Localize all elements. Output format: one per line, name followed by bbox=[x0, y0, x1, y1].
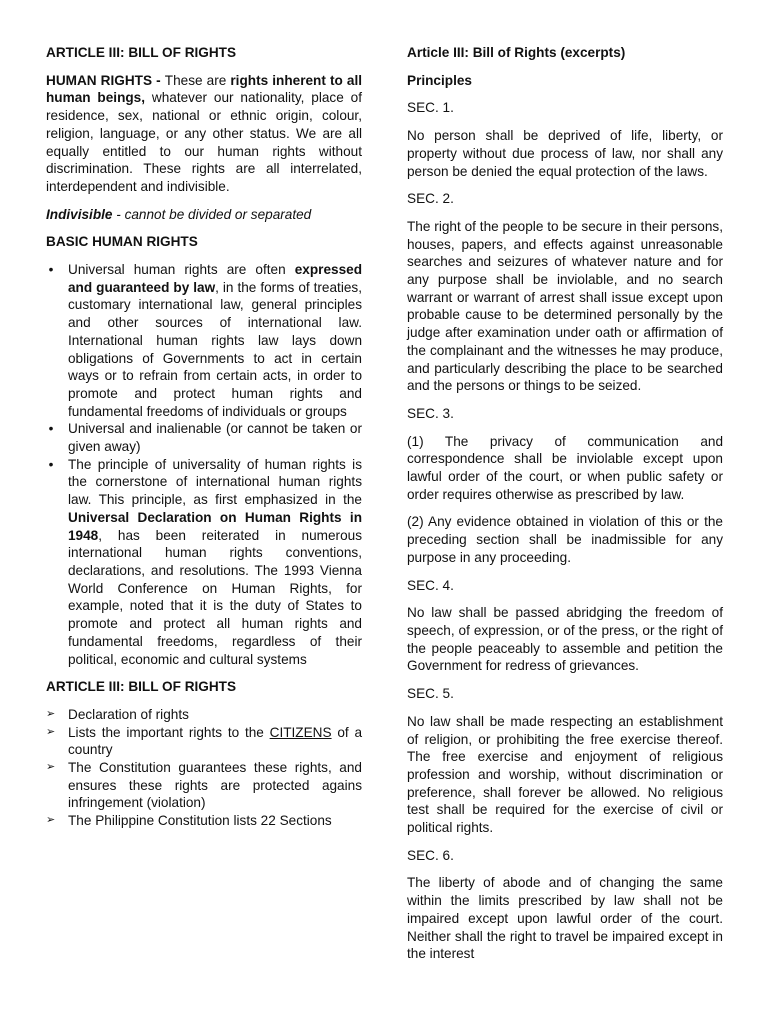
principles-subtitle: Principles bbox=[407, 72, 472, 88]
human-rights-definition: HUMAN RIGHTS - These are rights inherent to all human beings, whatever our nationality, place of residence, sex, national or ethnic origin, colour, religion, language, or any other status. We are all equally entitled to our human rights without discrimination. These rights are all interrelated, interdependent and indivisible. bbox=[46, 72, 363, 194]
indivisible-definition: Indivisible - cannot be divided or separated bbox=[46, 206, 312, 222]
arrow-bullet-icon: ➢ bbox=[46, 814, 56, 827]
article-heading: ARTICLE III: BILL OF RIGHTS bbox=[46, 45, 237, 60]
bullet-icon: • bbox=[48, 421, 54, 437]
list-item: ➢ The Constitution guarantees these rights, and ensures these rights are protected agains infringement (violation) bbox=[46, 760, 362, 811]
arrow-bullet-icon: ➢ bbox=[46, 761, 56, 774]
bullet-icon: • bbox=[48, 456, 54, 472]
sec-2-text: The right of the people to be secure in their persons, houses, papers, and effects against unreasonable searches and seizures of whatever nature and for any purpose shall be inviolable, and no search warrant or warrant of arrest shall issue except upon probable cause to be determined personally by the judge after examination under oath or affirmation of the complainant and the witnesses he may produce, and particularly describing the place to be searched and the persons or things to be seized. bbox=[407, 218, 723, 394]
sec-2-label: SEC. 2. bbox=[407, 191, 454, 207]
sec-1-label: SEC. 1. bbox=[407, 100, 454, 116]
sec-1-text: No person shall be deprived of life, liberty, or property without due process of law, nor shall any person be denied the equal protection of the laws. bbox=[407, 128, 723, 179]
human-rights-term: HUMAN RIGHTS - bbox=[46, 72, 165, 88]
sec-5-label: SEC. 5. bbox=[407, 686, 454, 702]
arrow-bullet-icon: ➢ bbox=[46, 707, 56, 720]
bullet-icon: • bbox=[48, 262, 54, 278]
list-item: ➢ Lists the important rights to the CITIZENS of a country bbox=[46, 724, 363, 758]
list-item: ➢ The Philippine Constitution lists 22 Sections bbox=[46, 813, 332, 829]
basic-rights-list bbox=[46, 261, 362, 668]
sec-4-label: SEC. 4. bbox=[407, 577, 454, 593]
sec-3-paragraph-1: (1) The privacy of communication and correspondence shall be inviolable except upon lawful order of the court, or when public safety or order requires otherwise as prescribed by law. bbox=[407, 433, 723, 502]
right-column bbox=[407, 44, 723, 973]
list-item: • Universal human rights are often expressed and guaranteed by law, in the forms of treaties, customary international law, general principles and other sources of international law. International human rights law lays down obligations of Governments to act in certain ways or to refrain from certain acts, in order to promote and protect human rights and fundamental freedoms of individuals or groups bbox=[46, 261, 362, 420]
list-item: • The principle of universality of human rights is the cornerstone of international human rights law. This principle, as first emphasized in the Universal Declaration on Human Rights in 1948, has been reiterated in numerous international human rights conventions, declarations, and resolutions. The 1993 Vienna World Conference on Human Rights, for example, noted that it is the duty of States to promote and protect all human rights and fundamental freedoms, regardless of their political, economic and cultural systems bbox=[46, 456, 362, 668]
list-item: ➢ Declaration of rights bbox=[46, 706, 189, 722]
arrow-bullet-icon: ➢ bbox=[46, 725, 56, 738]
excerpts-title: Article III: Bill of Rights (excerpts) bbox=[407, 45, 626, 60]
left-column bbox=[46, 44, 362, 840]
sec-3-paragraph-2: (2) Any evidence obtained in violation of this or the preceding section shall be inadmissible for any purpose in any proceeding. bbox=[407, 514, 723, 565]
list-item: • Universal and inalienable (or cannot be taken or given away) bbox=[46, 420, 362, 455]
basic-human-rights-heading: BASIC HUMAN RIGHTS bbox=[46, 234, 198, 250]
sec-3-label: SEC. 3. bbox=[407, 405, 454, 421]
sec-5-text: No law shall be made respecting an establishment of religion, or prohibiting the free exercise thereof. The free exercise and enjoyment of religious profession and worship, without discrimination or preference, shall forever be allowed. No religious test shall be required for the exercise of civil or political rights. bbox=[407, 713, 723, 836]
bill-of-rights-heading: ARTICLE III: BILL OF RIGHTS bbox=[46, 679, 237, 695]
sec-6-text: The liberty of abode and of changing the same within the limits prescribed by law shall not be impaired except upon lawful order of the court. Neither shall the right to travel be impaired except in the interest bbox=[407, 875, 723, 962]
sec-4-text: No law shall be passed abridging the freedom of speech, of expression, or of the press, or the right of the people peaceably to assemble and petition the Government for redress of grievances. bbox=[407, 605, 723, 674]
sec-6-label: SEC. 6. bbox=[407, 847, 454, 863]
bill-of-rights-list bbox=[46, 706, 362, 830]
